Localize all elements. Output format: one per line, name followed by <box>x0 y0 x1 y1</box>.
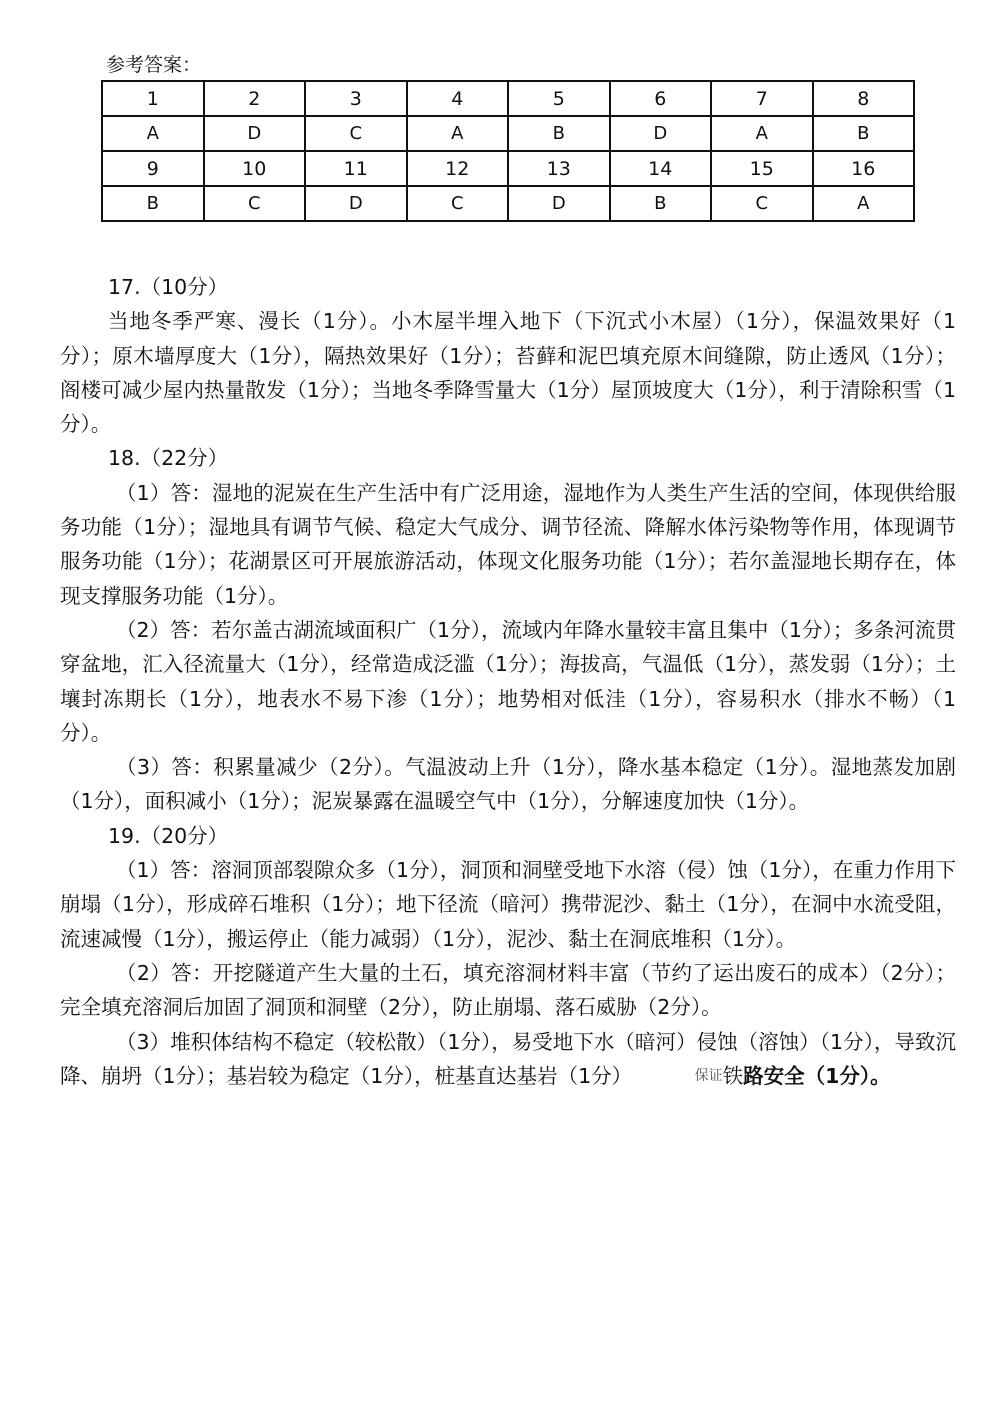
table-cell: 8 <box>813 81 915 116</box>
table-row <box>102 116 914 151</box>
q19-part2: （2）答：开挖隧道产生大量的土石，填充溶洞材料丰富（节约了运出废石的成本）（2分）；完全填充溶洞后加固了洞顶和洞壁（2分），防止崩塌、落石威胁（2分）。 <box>60 960 956 1020</box>
table-row <box>102 151 914 186</box>
table-cell: 2 <box>204 81 306 116</box>
answer-text <box>60 270 956 1096</box>
table-cell: A <box>102 116 204 151</box>
table-cell: 7 <box>711 81 813 116</box>
q19-part3-tail: 铁 <box>722 1063 744 1088</box>
q18-part2: （2）答：若尔盖古湖流域面积广（1分），流域内年降水量较丰富且集中（1分）；多条河流贯穿盆地，汇入径流量大（1分），经常造成泛滥（1分）；海拔高，气温低（1分），蒸发弱（1分）；土壤封冻期长（1分），地表水不易下渗（1分）；地势相对低洼（1分），容易积水（排水不畅）（1分）。 <box>60 617 956 745</box>
q17-body: 当地冬季严寒、漫长（1分）。小木屋半埋入地下（下沉式小木屋）（1分），保温效果好（1分）；原木墙厚度大（1分），隔热效果好（1分）；苔藓和泥巴填充原木间缝隙，防止透风（1分）；阁楼可减少屋内热量散发（1分）；当地冬季降雪量大（1分）屋顶坡度大（1分），利于清除积雪（1分）。 <box>60 309 956 437</box>
table-cell: 13 <box>508 151 610 186</box>
table-cell: 4 <box>407 81 509 116</box>
table-cell: C <box>204 186 306 221</box>
q18-part1: （1）答：湿地的泥炭在生产生活中有广泛用途，湿地作为人类生产生活的空间，体现供给服务功能（1分）；湿地具有调节气候、稳定大气成分、调节径流、降解水体污染物等作用，体现调节服务功能（1分）；花湖景区可开展旅游活动，体现文化服务功能（1分）；若尔盖湿地长期存在，体现支撑服务功能（1分）。 <box>60 480 956 608</box>
table-cell: A <box>813 186 915 221</box>
page-title: 参考答案： <box>106 54 202 76</box>
table-cell: B <box>610 186 712 221</box>
table-cell: 12 <box>407 151 509 186</box>
table-cell: 16 <box>813 151 915 186</box>
table-row <box>102 186 914 221</box>
table-cell: 5 <box>508 81 610 116</box>
q19-part3 <box>60 1025 956 1097</box>
q19-part1: （1）答：溶洞顶部裂隙众多（1分），洞顶和洞壁受地下水溶（侵）蚀（1分），在重力作用下崩塌（1分），形成碎石堆积（1分）；地下径流（暗河）携带泥沙、黏土（1分），在洞中水流受阻，流速减慢（1分），搬运停止（能力减弱）（1分），泥沙、黏土在洞底堆积（1分）。 <box>60 858 956 951</box>
table-cell: C <box>711 186 813 221</box>
table-cell: A <box>711 116 813 151</box>
table-cell: 6 <box>610 81 712 116</box>
table-cell: 14 <box>610 151 712 186</box>
table-cell: C <box>305 116 407 151</box>
q17-heading: 17.（10分） <box>108 275 229 299</box>
table-cell: D <box>508 186 610 221</box>
table-cell: C <box>407 186 509 221</box>
table-cell: B <box>813 116 915 151</box>
table-cell: A <box>407 116 509 151</box>
table-cell: D <box>610 116 712 151</box>
stamp-text: 保证 <box>694 1067 723 1084</box>
table-cell: 15 <box>711 151 813 186</box>
table-cell: 10 <box>204 151 306 186</box>
q18-heading: 18.（22分） <box>108 446 229 471</box>
table-cell: D <box>204 116 306 151</box>
table-cell: B <box>102 186 204 221</box>
table-row <box>102 81 914 116</box>
table-cell: 1 <box>102 81 204 116</box>
answer-table <box>101 80 915 222</box>
q19-heading: 19.（20分） <box>108 823 229 848</box>
q19-part3-end: 路安全（1分）。 <box>743 1063 891 1088</box>
table-cell: 3 <box>305 81 407 116</box>
table-cell: B <box>508 116 610 151</box>
table-cell: 11 <box>305 151 407 186</box>
table-cell: 9 <box>102 151 204 186</box>
q19-part3-main: （3）堆积体结构不稳定（较松散）（1分），易受地下水（暗河）侵蚀（溶蚀）（1分），导致沉降、崩坍（1分）；基岩较为稳定（1分），桩基直达基岩（1分） <box>60 1029 956 1088</box>
q18-part3: （3）答：积累量减少（2分）。气温波动上升（1分），降水基本稳定（1分）。湿地蒸发加剧（1分），面积减小（1分）；泥炭暴露在温暖空气中（1分），分解速度加快（1分）。 <box>60 755 956 814</box>
table-cell: D <box>305 186 407 221</box>
